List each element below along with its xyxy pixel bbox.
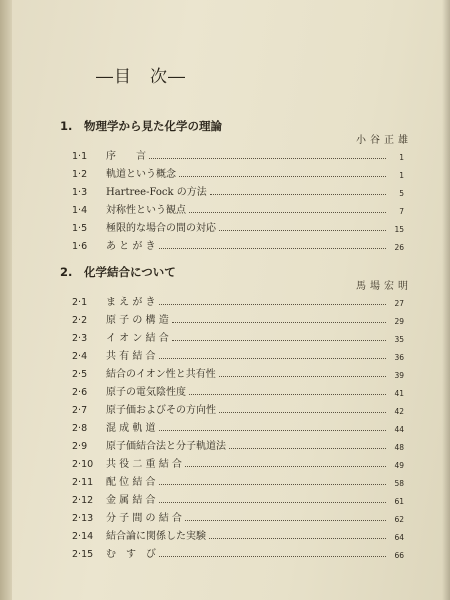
section-number: 2·13 [72,513,94,524]
leader-dots [159,357,386,359]
section-number: 1·4 [72,205,88,216]
section-title: 分 子 間 の 結 合 [106,513,182,524]
chapter-number: 2. [60,265,73,279]
toc-entry [72,398,404,416]
section-number: 1·2 [72,169,88,180]
leader-dots [159,555,386,557]
leader-dots [185,465,386,467]
leader-dots [159,483,386,485]
section-number: 2·15 [72,549,94,560]
toc-entry [72,162,404,180]
section-title: 原子価結合法と分子軌道法 [106,441,226,452]
section-title: 原子の電気陰性度 [106,387,186,398]
toc-entry [72,362,404,380]
leader-dots [219,375,386,377]
leader-dots [159,429,386,431]
toc-entry [72,344,404,362]
page-number: 49 [394,461,404,470]
leader-dots [229,447,386,449]
toc-entry [72,416,404,434]
toc-entry [72,452,404,470]
chapter-2-author: 馬場宏明 [356,281,412,292]
toc-title: ―目 次― [96,67,186,87]
section-title: Hartree-Fock の方法 [106,187,207,198]
section-title: 結合のイオン性と共有性 [106,369,216,380]
section-title: 原子価およびその方向性 [106,405,216,416]
section-title: 原 子 の 構 造 [106,315,169,326]
page-number: 36 [394,353,404,362]
section-number: 1·5 [72,223,88,234]
toc-entry [72,326,404,344]
toc-entry [72,542,404,560]
page-number: 26 [394,243,404,252]
page-number: 41 [394,389,404,398]
leader-dots [219,411,386,413]
page-number: 44 [394,425,404,434]
leader-dots [172,339,386,341]
page-shadow [442,0,450,600]
section-number: 2·3 [72,333,88,344]
section-title: 対称性という観点 [106,205,186,216]
chapter-title: 化学結合について [84,265,176,279]
toc-entry [72,308,404,326]
section-number: 2·5 [72,369,88,380]
section-number: 2·12 [72,495,94,506]
section-number: 2·7 [72,405,88,416]
toc-entry [72,198,404,216]
toc-entry [72,144,404,162]
section-number: 1·1 [72,151,88,162]
page-number: 42 [394,407,404,416]
section-number: 2·11 [72,477,94,488]
section-title: む す び [106,549,156,560]
chapter-number: 1. [60,119,73,133]
toc-entry [72,470,404,488]
leader-dots [210,193,386,195]
section-title: ま え が き [106,297,156,308]
toc-entry [72,434,404,452]
section-number: 1·3 [72,187,88,198]
page-number: 27 [394,299,404,308]
leader-dots [179,175,386,177]
toc-entry [72,234,404,252]
section-title: 極限的な場合の間の対応 [106,223,216,234]
leader-dots [209,537,386,539]
leader-dots [189,393,386,395]
page-number: 39 [394,371,404,380]
section-title: 結合論に関係した実験 [106,531,206,542]
leader-dots [185,519,386,521]
page-number: 64 [394,533,404,542]
page-number: 29 [394,317,404,326]
section-title: イ オ ン 結 合 [106,333,169,344]
leader-dots [159,501,386,503]
chapter-title: 物理学から見た化学の理論 [84,119,222,133]
section-number: 2·14 [72,531,94,542]
section-title: 金 属 結 合 [106,495,156,506]
section-title: 軌道という概念 [106,169,176,180]
page-number: 5 [399,189,404,198]
page-number: 62 [394,515,404,524]
page-number: 15 [394,225,404,234]
leader-dots [149,157,386,159]
toc-entry [72,524,404,542]
section-title: 序 言 [106,151,146,162]
section-number: 2·4 [72,351,88,362]
section-number: 2·8 [72,423,88,434]
section-title: あ と が き [106,241,156,252]
chapter-1-author: 小谷正雄 [356,135,412,146]
page-number: 1 [399,171,404,180]
page-number: 61 [394,497,404,506]
section-number: 2·10 [72,459,94,470]
toc-entry [72,216,404,234]
leader-dots [219,229,386,231]
toc-entry [72,506,404,524]
page-number: 58 [394,479,404,488]
binding-edge [0,0,12,600]
leader-dots [172,321,386,323]
section-title: 共 役 二 重 結 合 [106,459,182,470]
page-number: 35 [394,335,404,344]
page-number: 66 [394,551,404,560]
section-number: 1·6 [72,241,88,252]
toc-entry [72,290,404,308]
page-number: 7 [399,207,404,216]
page-number: 1 [399,153,404,162]
leader-dots [159,247,386,249]
leader-dots [189,211,386,213]
leader-dots [159,303,386,305]
section-title: 配 位 結 合 [106,477,156,488]
toc-entry [72,488,404,506]
section-number: 2·6 [72,387,88,398]
section-number: 2·2 [72,315,88,326]
section-title: 共 有 結 合 [106,351,156,362]
page-number: 48 [394,443,404,452]
section-title: 混 成 軌 道 [106,423,156,434]
section-number: 2·1 [72,297,88,308]
toc-entry [72,380,404,398]
section-number: 2·9 [72,441,88,452]
toc-entry [72,180,404,198]
